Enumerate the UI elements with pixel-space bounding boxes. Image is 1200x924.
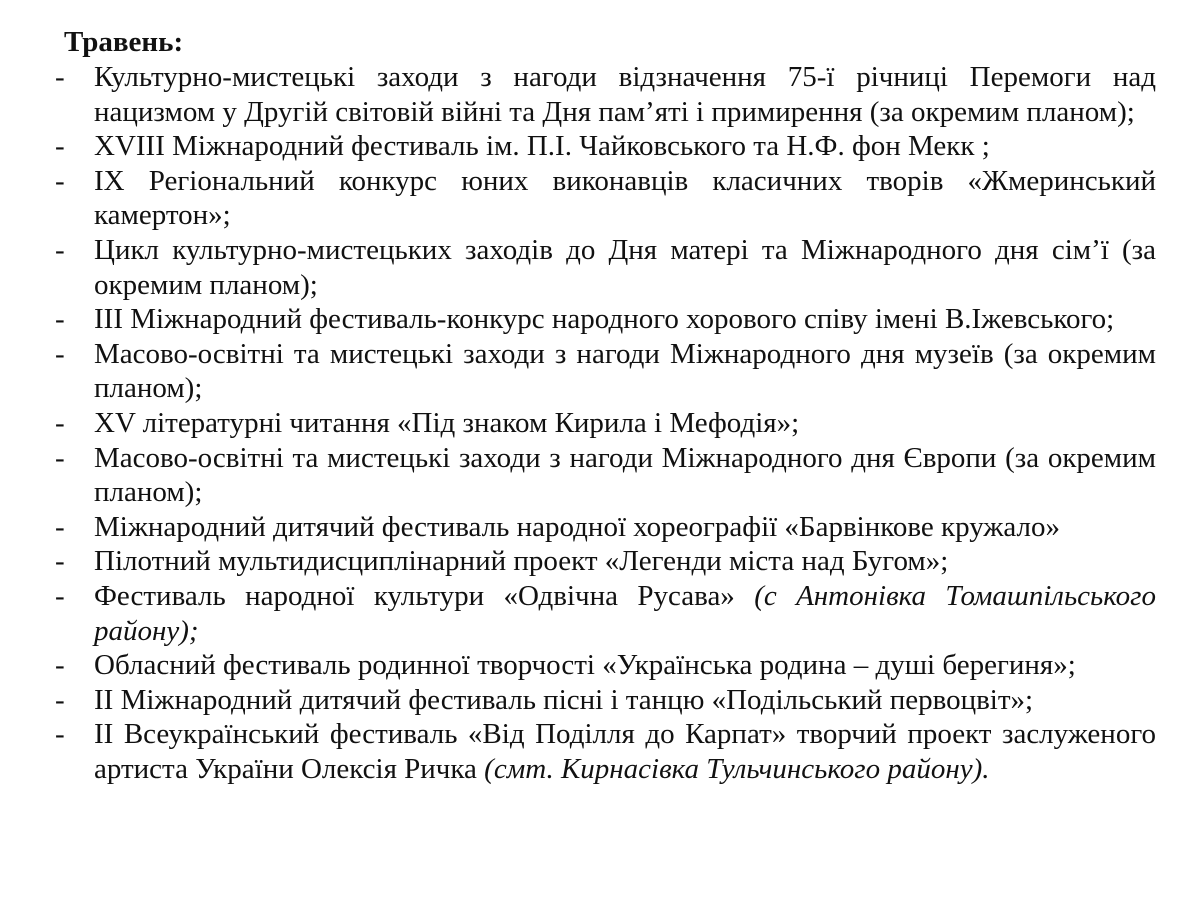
list-item [0, 60, 1200, 129]
item-text: Цикл культурно-мистецьких заходів до Дня матері та Міжнародного дня сім’ї (за окремим планом); [94, 233, 1156, 301]
list-item [0, 406, 1200, 441]
item-text: III Міжнародний фестиваль-конкурс народного хорового співу імені В.Іжевського; [94, 303, 1115, 336]
item-text: Обласний фестиваль родинної творчості «Українська родина – душі берегиня»; [94, 649, 1076, 682]
list-item [0, 441, 1200, 510]
list-item [0, 683, 1200, 718]
item-text: Фестиваль народної культури «Одвічна Русава» [94, 579, 735, 612]
list-item [0, 129, 1200, 164]
bullet-dash: - [55, 303, 65, 336]
list-item [0, 579, 1200, 648]
bullet-dash: - [55, 164, 65, 197]
bullet-dash: - [55, 510, 65, 543]
bullet-dash: - [55, 406, 65, 439]
event-list [0, 60, 1200, 786]
list-item [0, 717, 1200, 786]
item-location-note: (смт. Кирнасівка Тульчинського району). [484, 752, 990, 785]
item-text: Масово-освітні та мистецькі заходи з нагоди Міжнародного дня музеїв (за окремим планом); [94, 337, 1156, 405]
item-text: IX Регіональний конкурс юних виконавців класичних творів «Жмеринський камертон»; [94, 164, 1156, 232]
item-location-note: (с Антонівка Томашпільського району); [94, 579, 1156, 647]
list-item [0, 164, 1200, 233]
bullet-dash: - [55, 61, 65, 93]
bullet-dash: - [55, 718, 65, 751]
item-text: Пілотний мультидисциплінарний проект «Легенди міста над Бугом»; [94, 545, 949, 578]
list-item [0, 648, 1200, 683]
item-text: II Міжнародний дитячий фестиваль пісні і танцю «Подільський первоцвіт»; [94, 683, 1034, 716]
list-item [0, 510, 1200, 545]
list-item [0, 337, 1200, 406]
list-item [0, 233, 1200, 302]
bullet-dash: - [55, 130, 65, 163]
item-text: Міжнародний дитячий фестиваль народної хореографії «Барвінкове кружало» [94, 510, 1060, 543]
bullet-dash: - [55, 545, 65, 578]
bullet-dash: - [55, 233, 65, 266]
bullet-dash: - [55, 337, 65, 370]
bullet-dash: - [55, 683, 65, 716]
item-text: XV літературні читання «Під знаком Кирила і Мефодія»; [94, 406, 800, 439]
section-heading: Травень: [64, 26, 184, 58]
item-text: XVIII Міжнародний фестиваль ім. П.І. Чайковського та Н.Ф. фон Мекк ; [94, 130, 990, 163]
item-text: Культурно-мистецькі заходи з нагоди відзначення 75-ї річниці Перемоги над нацизмом у Другій світовій війні та Дня пам’яті і примирення (за окремим планом); [94, 61, 1156, 128]
bullet-dash: - [55, 579, 65, 612]
list-item [0, 302, 1200, 337]
bullet-dash: - [55, 649, 65, 682]
item-text: II Всеукраїнський фестиваль «Від Поділля до Карпат» творчий проект заслуженого артиста України Олексія Ричка [94, 718, 1156, 785]
list-item [0, 544, 1200, 579]
bullet-dash: - [55, 441, 65, 474]
item-text: Масово-освітні та мистецькі заходи з нагоди Міжнародного дня Європи (за окремим планом); [94, 441, 1156, 509]
